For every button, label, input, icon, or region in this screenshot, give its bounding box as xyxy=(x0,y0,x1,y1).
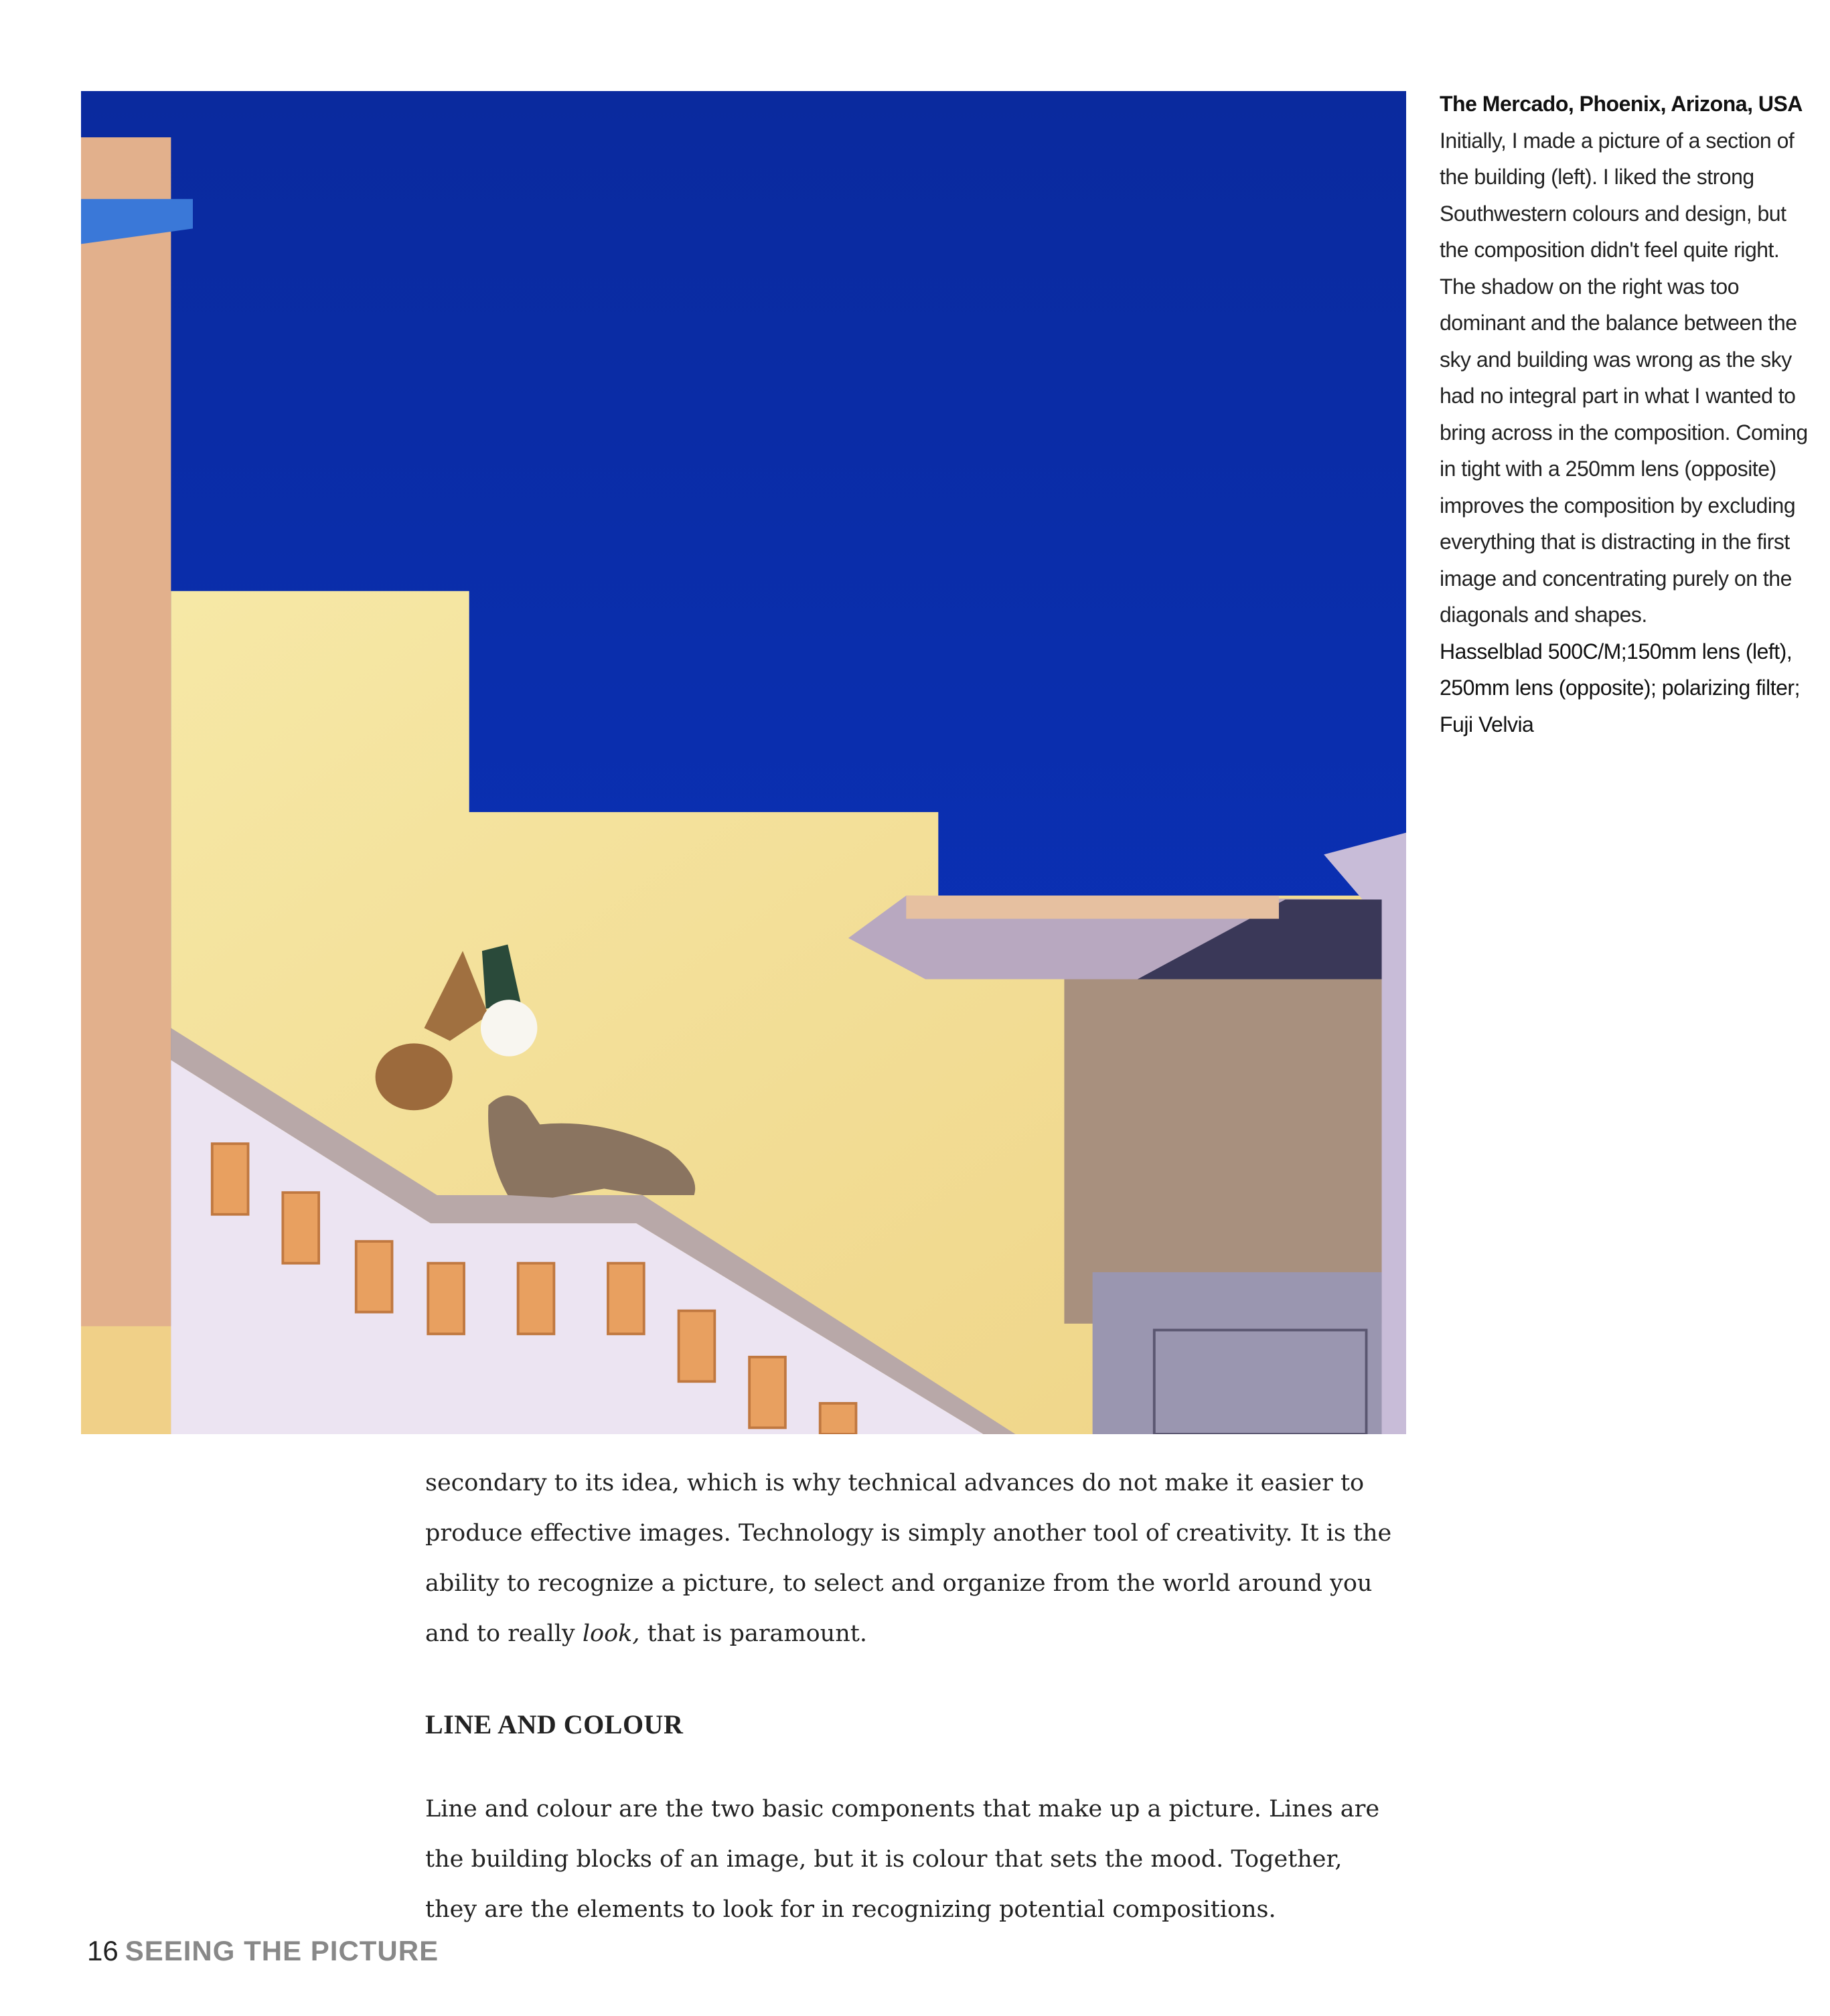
paragraph: Line and colour are the two basic components that make up a picture. Lines are the building blocks of an image, but it is colour that sets the mood. Together, they are the elements to look for in recognizing potential compositions. xyxy=(425,1796,1380,1923)
body-text xyxy=(425,1458,1396,1659)
section-heading: LINE AND COLOUR xyxy=(425,1709,684,1739)
emphasis-text: look, xyxy=(582,1620,640,1647)
overhang-top xyxy=(906,896,1279,919)
paragraph xyxy=(425,1458,1396,1659)
left-pillar xyxy=(81,137,171,1434)
paragraph-text-end: that is paramount. xyxy=(639,1620,867,1647)
body-text-2 xyxy=(425,1761,1396,1958)
pillar-base xyxy=(81,1326,171,1434)
shadow-lower xyxy=(1093,1272,1382,1434)
caption-credits: Hasselblad 500C/M;150mm lens (left), 250mm lens (opposite); polarizing filter; Fuji Velvia xyxy=(1440,639,1800,736)
photo-caption xyxy=(1440,86,1815,743)
shadow-block xyxy=(1064,977,1381,1324)
caption-text: Initially, I made a picture of a section of the building (left). I liked the strong Southwestern colours and design, but the composition didn't feel quite right. The shadow on the right was too dominant and the balance between the sky and building was wrong as the sky had no integral part in what I wanted to bring across in the composition. Coming in tight with a 250mm lens (opposite) improves the composition by excluding everything that is distracting in the first image and concentrating purely on the diagonals and shapes. xyxy=(1440,128,1808,627)
mercado-photo xyxy=(81,91,1406,1434)
lamp-shadow xyxy=(376,1043,453,1110)
caption-title: The Mercado, Phoenix, Arizona, USA xyxy=(1440,92,1803,116)
section-title: SEEING THE PICTURE xyxy=(125,1935,439,1966)
paragraph-text: secondary to its idea, which is why technical advances do not make it easier to produce effective images. Technology is simply another tool of creativity. It is the ability to recognize a picture, to select and organize from the world around you and to really xyxy=(425,1470,1392,1647)
page-number: 16 xyxy=(87,1935,119,1966)
lamp-globe xyxy=(481,1000,537,1056)
page-footer xyxy=(87,1935,439,1967)
